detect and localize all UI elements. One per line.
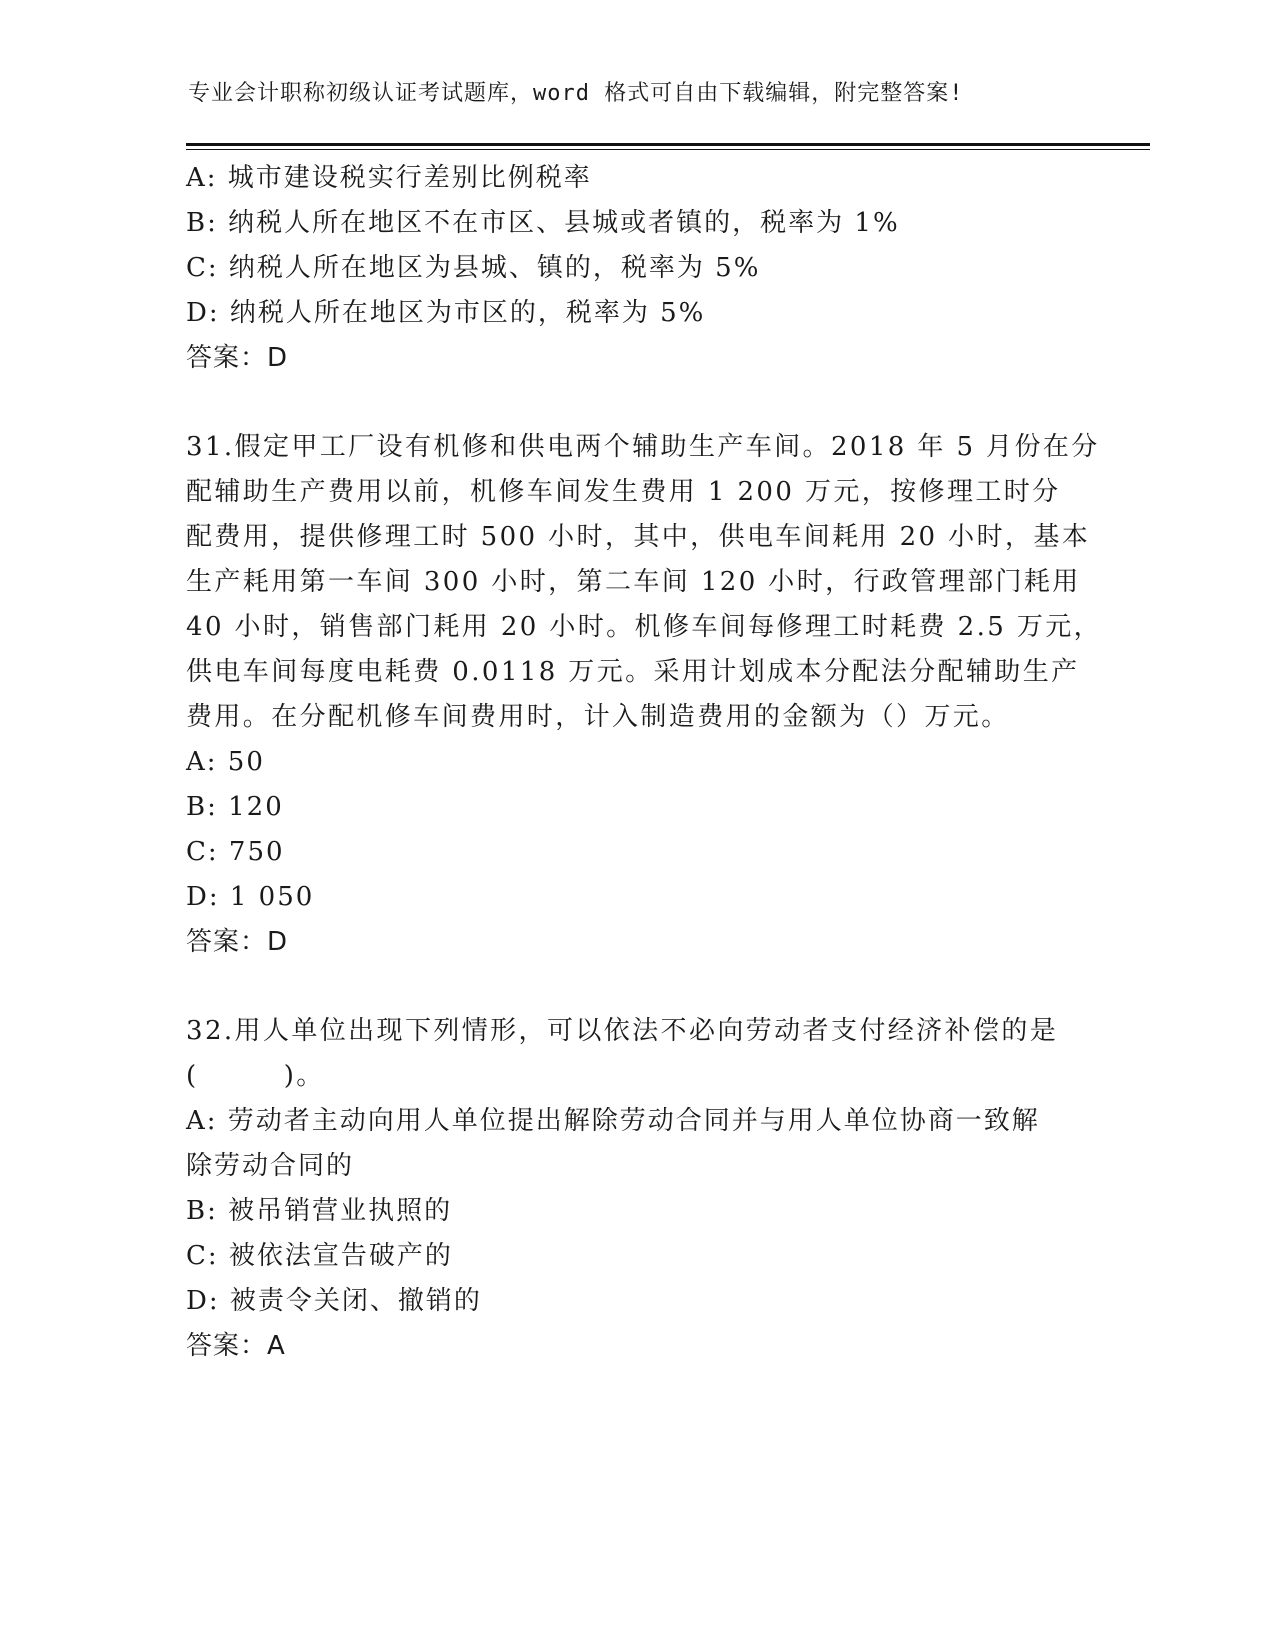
option-c: C: 750 <box>186 837 285 867</box>
header-rule-thin <box>186 149 1150 150</box>
option-d: D: 1 050 <box>186 882 315 912</box>
question-30 <box>186 156 1086 381</box>
question-stem-line: 31.假定甲工厂设有机修和供电两个辅助生产车间。2018 年 5 月份在分 <box>186 432 1100 462</box>
spacer <box>186 965 1086 1009</box>
spacer <box>186 381 1086 425</box>
page-header: 专业会计职称初级认证考试题库，word 格式可自由下载编辑，附完整答案! <box>188 81 964 106</box>
option-a: A: 劳动者主动向用人单位提出解除劳动合同并与用人单位协商一致解 <box>186 1106 1040 1136</box>
question-stem-line: ( )。 <box>186 1061 325 1091</box>
header-rule-thick <box>186 143 1150 146</box>
option-b: B: 被吊销营业执照的 <box>186 1196 453 1226</box>
option-c: C: 被依法宣告破产的 <box>186 1241 453 1271</box>
question-stem-line: 配费用，提供修理工时 500 小时，其中，供电车间耗用 20 小时，基本 <box>186 522 1091 552</box>
answer: 答案：D <box>186 343 289 373</box>
question-stem-line: 供电车间每度电耗费 0.0118 万元。采用计划成本分配法分配辅助生产 <box>186 657 1080 687</box>
option-c: C: 纳税人所在地区为县城、镇的，税率为 5% <box>186 253 761 283</box>
option-a: A: 城市建设税实行差别比例税率 <box>186 163 592 193</box>
question-32 <box>186 1009 1086 1369</box>
answer: 答案：D <box>186 927 289 957</box>
option-b: B: 纳税人所在地区不在市区、县城或者镇的，税率为 1% <box>186 208 900 238</box>
question-31 <box>186 425 1103 965</box>
question-stem-line: 费用。在分配机修车间费用时，计入制造费用的金额为（）万元。 <box>186 702 1010 732</box>
question-stem-line: 配辅助生产费用以前，机修车间发生费用 1 200 万元，按修理工时分 <box>186 477 1061 507</box>
option-a: A: 50 <box>186 747 265 777</box>
question-stem-line: 40 小时，销售部门耗用 20 小时。机修车间每修理工时耗费 2.5 万元， <box>186 612 1103 642</box>
option-d: D: 纳税人所在地区为市区的，税率为 5% <box>186 298 706 328</box>
answer: 答案：A <box>186 1331 286 1361</box>
option-a-continued: 除劳动合同的 <box>186 1151 355 1181</box>
option-d: D: 被责令关闭、撤销的 <box>186 1286 482 1316</box>
question-content <box>186 156 1103 1369</box>
question-stem-line: 32.用人单位出现下列情形，可以依法不必向劳动者支付经济补偿的是 <box>186 1016 1059 1046</box>
question-stem-line: 生产耗用第一车间 300 小时，第二车间 120 小时，行政管理部门耗用 <box>186 567 1081 597</box>
option-b: B: 120 <box>186 792 284 822</box>
